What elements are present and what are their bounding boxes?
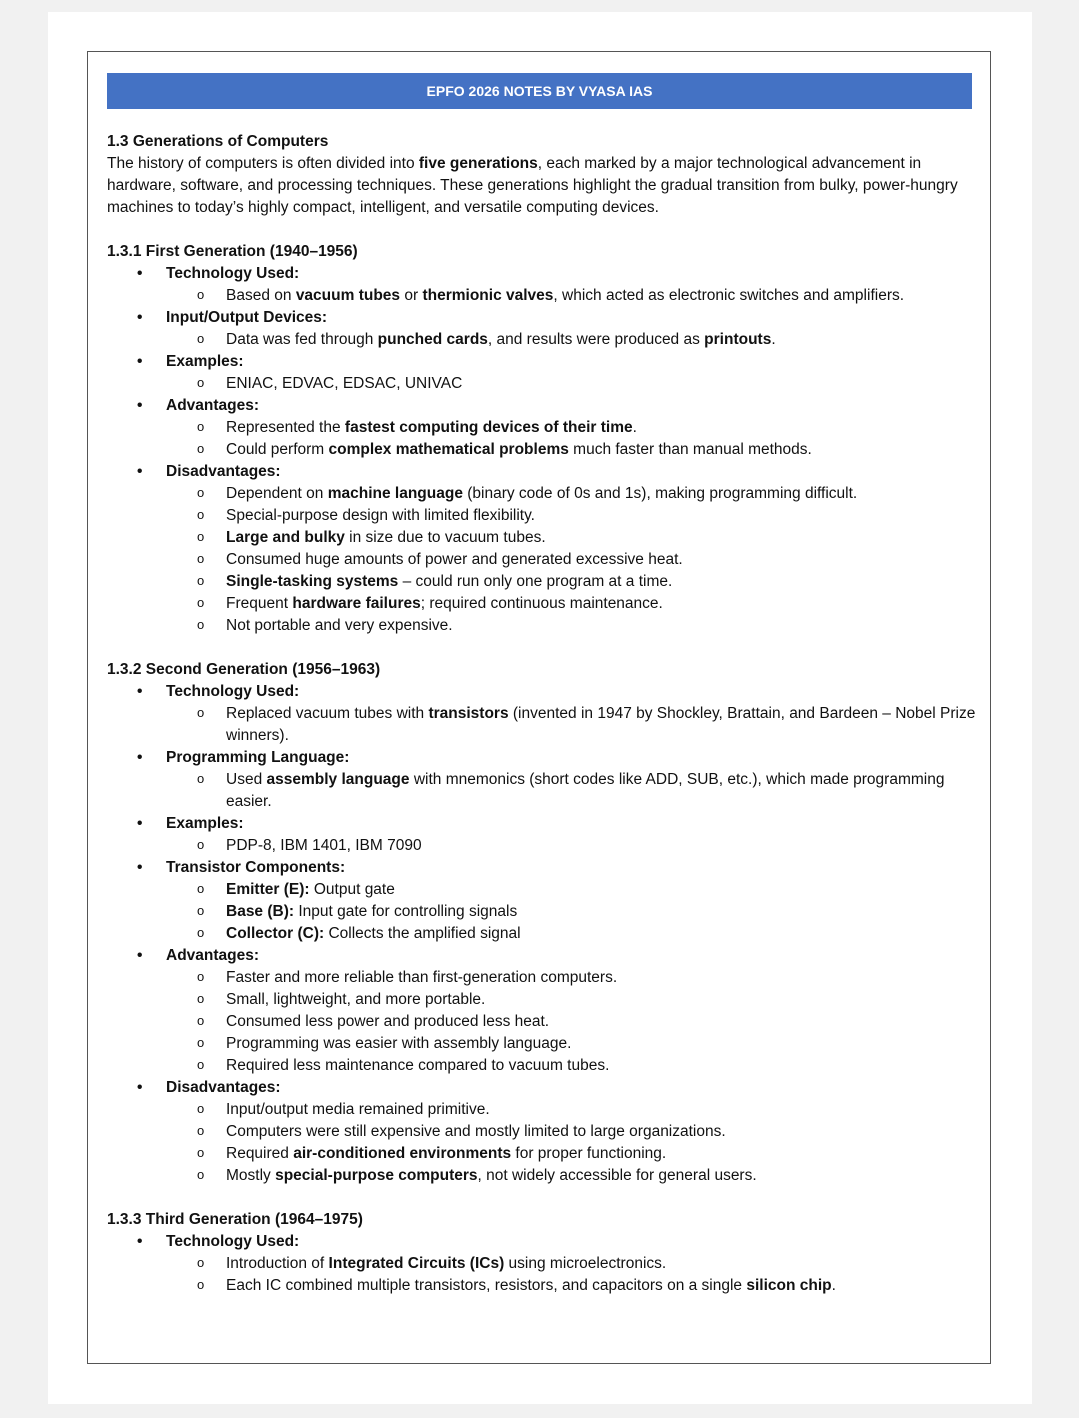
sub-bullet: o Consumed less power and produced less heat. (107, 1011, 977, 1033)
sub-bullet: o Single-tasking systems – could run only one program at a time. (107, 571, 977, 593)
bullet-heading: • Advantages: (107, 945, 977, 967)
bullet-heading: • Technology Used: (107, 681, 977, 703)
subsection-title-gen1: 1.3.1 First Generation (1940–1956) (107, 243, 358, 260)
sub-bullet: o Programming was easier with assembly language. (107, 1033, 977, 1055)
bullet-heading: • Technology Used: (107, 1231, 977, 1253)
sub-bullet: o Large and bulky in size due to vacuum tubes. (107, 527, 977, 549)
document-page (48, 12, 1032, 1404)
page-border (87, 51, 991, 1364)
sub-bullet: o Computers were still expensive and mostly limited to large organizations. (107, 1121, 977, 1143)
sub-bullet: o Required air-conditioned environments for proper functioning. (107, 1143, 977, 1165)
sub-bullet: o Special-purpose design with limited flexibility. (107, 505, 977, 527)
bullet-heading: • Technology Used: (107, 263, 977, 285)
sub-bullet: o Not portable and very expensive. (107, 615, 977, 637)
header-banner: EPFO 2026 NOTES BY VYASA IAS (107, 73, 972, 109)
sub-bullet: o Data was fed through punched cards, and results were produced as printouts. (107, 329, 977, 351)
sub-bullet: o Emitter (E): Output gate (107, 879, 977, 901)
sub-bullet: o Collector (C): Collects the amplified signal (107, 923, 977, 945)
sub-bullet: o Input/output media remained primitive. (107, 1099, 977, 1121)
sub-bullet: o Frequent hardware failures; required continuous maintenance. (107, 593, 977, 615)
sub-bullet: o Small, lightweight, and more portable. (107, 989, 977, 1011)
sub-bullet: o Each IC combined multiple transistors, resistors, and capacitors on a single silicon chip. (107, 1275, 977, 1297)
sub-bullet: o PDP-8, IBM 1401, IBM 7090 (107, 835, 977, 857)
sub-bullet: o Required less maintenance compared to vacuum tubes. (107, 1055, 977, 1077)
bullet-heading: • Transistor Components: (107, 857, 977, 879)
sub-bullet: o Mostly special-purpose computers, not widely accessible for general users. (107, 1165, 977, 1187)
sub-bullet: o Used assembly language with mnemonics (short codes like ADD, SUB, etc.), which made programming easier. (107, 769, 977, 813)
subsection-title-gen3: 1.3.3 Third Generation (1964–1975) (107, 1211, 363, 1228)
bullet-heading: • Examples: (107, 351, 977, 373)
bullet-heading: • Advantages: (107, 395, 977, 417)
sub-bullet: o Replaced vacuum tubes with transistors (invented in 1947 by Shockley, Brattain, and Bardeen – Nobel Prize winners). (107, 703, 977, 747)
sub-bullet: o Faster and more reliable than first-generation computers. (107, 967, 977, 989)
bullet-heading: • Examples: (107, 813, 977, 835)
sub-bullet: o Base (B): Input gate for controlling signals (107, 901, 977, 923)
sub-bullet: o Based on vacuum tubes or thermionic valves, which acted as electronic switches and amplifiers. (107, 285, 977, 307)
bullet-heading: • Disadvantages: (107, 1077, 977, 1099)
intro-paragraph: The history of computers is often divided into five generations, each marked by a major technological advancement in hardware, software, and processing techniques. These generations highlight the gradual transition from bulky, power-hungry machines to today’s highly compact, intelligent, and versatile computing devices. (107, 155, 958, 216)
sub-bullet: o Dependent on machine language (binary code of 0s and 1s), making programming difficult. (107, 483, 977, 505)
sub-bullet: o Represented the fastest computing devices of their time. (107, 417, 977, 439)
bullet-heading: • Programming Language: (107, 747, 977, 769)
section-title: 1.3 Generations of Computers (107, 133, 329, 150)
sub-bullet: o Introduction of Integrated Circuits (ICs) using microelectronics. (107, 1253, 977, 1275)
bullet-heading: • Disadvantages: (107, 461, 977, 483)
subsection-title-gen2: 1.3.2 Second Generation (1956–1963) (107, 661, 381, 678)
sub-bullet: o Consumed huge amounts of power and generated excessive heat. (107, 549, 977, 571)
bullet-heading: • Input/Output Devices: (107, 307, 977, 329)
notes-content (107, 131, 977, 1297)
sub-bullet: o Could perform complex mathematical problems much faster than manual methods. (107, 439, 977, 461)
sub-bullet: o ENIAC, EDVAC, EDSAC, UNIVAC (107, 373, 977, 395)
